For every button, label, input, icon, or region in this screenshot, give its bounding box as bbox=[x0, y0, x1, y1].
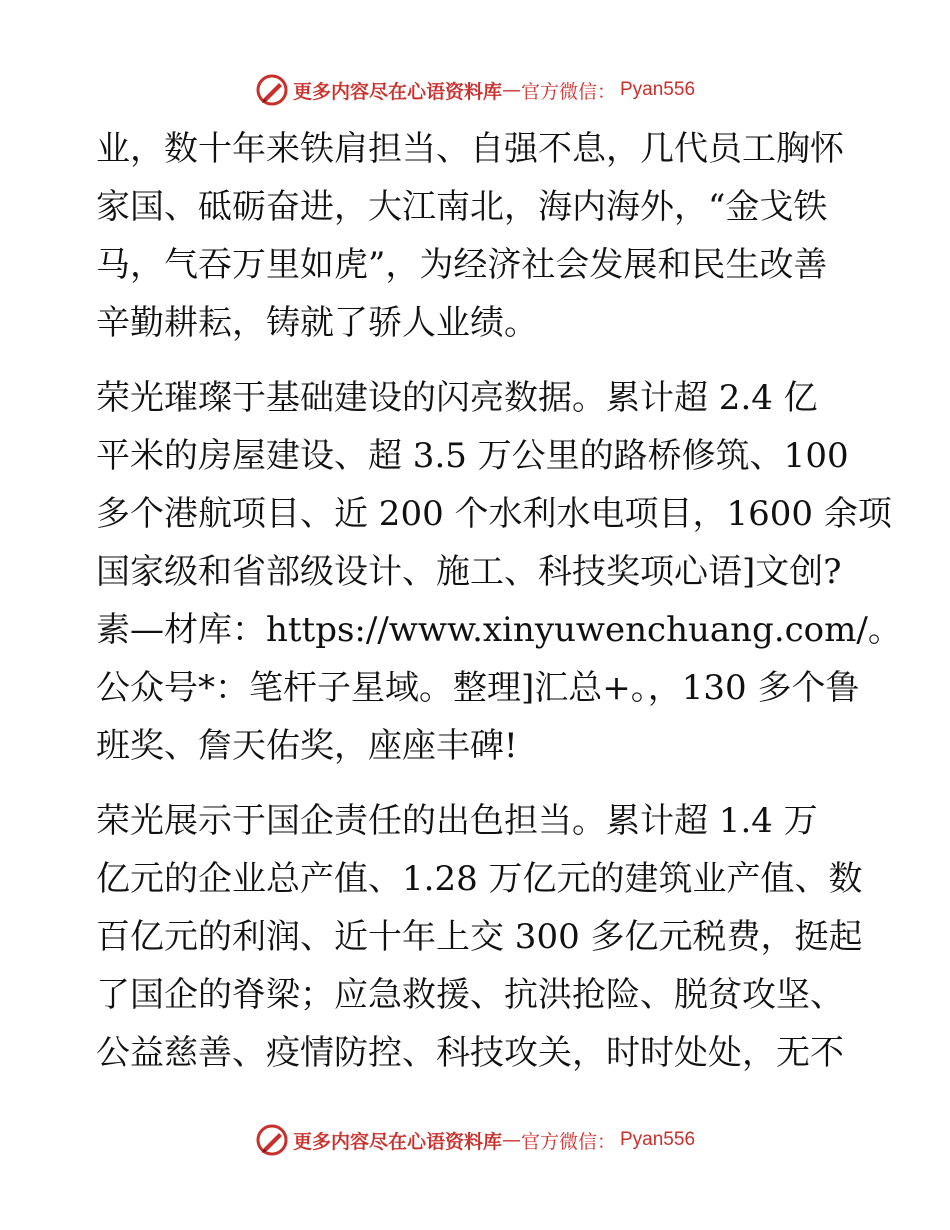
text-line: 业，数十年来铁肩担当、自强不息，几代员工胸怀 bbox=[96, 129, 844, 169]
text-line: 辛勤耕耘，铸就了骄人业绩。 bbox=[96, 303, 538, 343]
banner-main-text: 更多内容尽在心语资料库 bbox=[292, 1130, 502, 1153]
text-line: 平米的房屋建设、超 3.5 万公里的路桥修筑、100 bbox=[96, 436, 849, 476]
text-line: 亿元的企业总产值、1.28 万亿元的建筑业产值、数 bbox=[96, 859, 863, 899]
banner-dash: — bbox=[501, 1129, 521, 1151]
banner-sub-text: 官方微信： bbox=[520, 1130, 616, 1153]
document-body bbox=[96, 120, 902, 1082]
paragraph-1 bbox=[96, 120, 866, 352]
banner-dash: — bbox=[501, 79, 521, 101]
text-line: 班奖、詹天佑奖，座座丰碑! bbox=[96, 726, 518, 766]
text-line: 公众号*：笔杆子星域。整理]汇总+。，130 多个鲁 bbox=[96, 668, 860, 708]
header-watermark-banner bbox=[0, 70, 950, 110]
paragraph-2 bbox=[96, 369, 902, 775]
text-line: 公益慈善、疫情防控、科技攻关，时时处处，无不 bbox=[96, 1033, 844, 1073]
text-line: 荣光展示于国企责任的出色担当。累计超 1.4 万 bbox=[96, 801, 818, 841]
text-line: 素—材库：https://www.xinyuwenchuang.com/。 bbox=[96, 610, 902, 650]
pen-logo-icon bbox=[255, 73, 289, 107]
banner-wechat-id: Pyan556 bbox=[620, 79, 696, 100]
banner-main-text: 更多内容尽在心语资料库 bbox=[292, 80, 502, 103]
text-line: 百亿元的利润、近十年上交 300 多亿元税费，挺起 bbox=[96, 917, 863, 957]
pen-logo-icon bbox=[255, 1123, 289, 1157]
text-line: 了国企的脊梁；应急救援、抗洪抢险、脱贫攻坚、 bbox=[96, 975, 844, 1015]
text-line: 荣光璀璨于基础建设的闪亮数据。累计超 2.4 亿 bbox=[96, 378, 818, 418]
banner-wechat-id: Pyan556 bbox=[620, 1129, 696, 1150]
paragraph-3 bbox=[96, 792, 866, 1082]
text-line: 多个港航项目、近 200 个水利水电项目，1600 余项 bbox=[96, 494, 892, 534]
text-line: 马，气吞万里如虎”，为经济社会发展和民生改善 bbox=[96, 245, 828, 285]
text-line: 家国、砥砺奋进，大江南北，海内海外，“金戈铁 bbox=[96, 187, 828, 227]
banner-sub-text: 官方微信： bbox=[520, 80, 616, 103]
text-line: 国家级和省部级设计、施工、科技奖项心语]文创? bbox=[96, 552, 842, 592]
footer-watermark-banner bbox=[0, 1120, 950, 1160]
